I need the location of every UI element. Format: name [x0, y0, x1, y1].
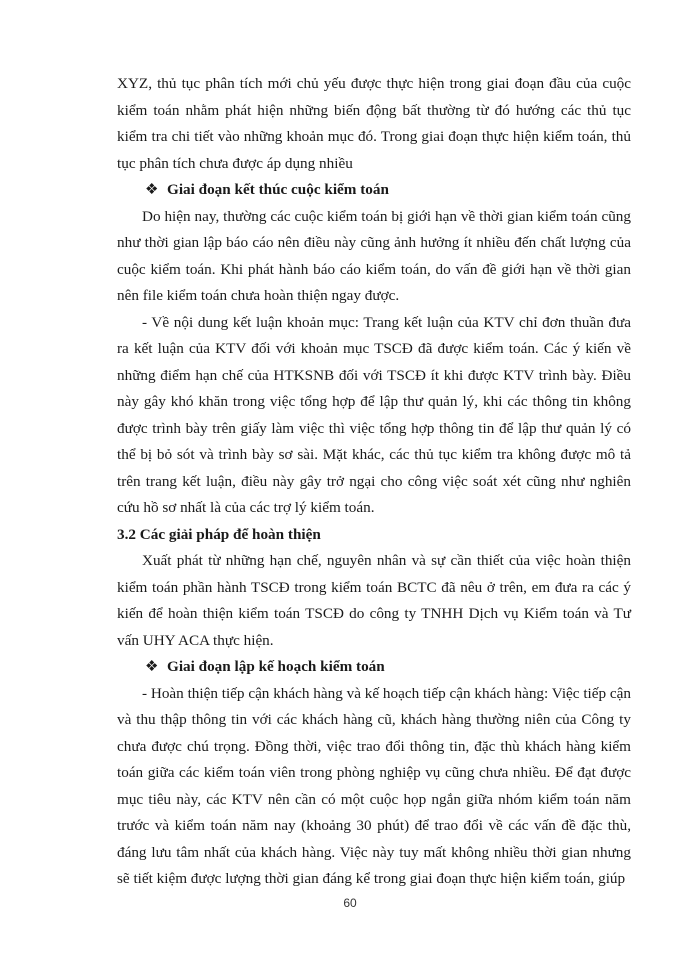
paragraph-solutions-intro: Xuất phát từ những hạn chế, nguyên nhân và sự cần thiết của việc hoàn thiện kiểm toán phần hành TSCĐ trong kiểm toán BCTC đã nêu ở trên, em đưa ra các ý kiến để hoàn thiện kiểm toán TSCĐ do công ty TNHH Dịch vụ Kiểm toán và Tư vấn UHY ACA thực hiện. [117, 552, 631, 649]
heading-text: Giai đoạn lập kế hoạch kiểm toán [167, 658, 385, 675]
section-heading-solutions: 3.2 Các giải pháp để hoàn thiện [117, 525, 321, 543]
page-number: 60 [343, 896, 357, 910]
paragraph-conclusion-content: - Về nội dung kết luận khoản mục: Trang kết luận của KTV chỉ đơn thuần đưa ra kết luận của KTV đối với khoản mục TSCĐ đã được kiểm toán. Các ý kiến về những điểm hạn chế của HTKSNB đối với TSCĐ ít khi được KTV trình bày. Điều này gây khó khăn trong việc tổng hợp để lập thư quản lý, khi các thông tin không được trình bày trên giấy làm việc thì việc tổng hợp thông tin để lập thư quản lý có thể bị bỏ sót và trình bày sơ sài. Mặt khác, các thủ tục kiểm tra không được mô tả trên trang kết luận, điều này gây trở ngại cho công việc soát xét cũng như nghiên cứu hồ sơ nhất là của các trợ lý kiểm toán. [117, 313, 631, 516]
diamond-bullet-icon: ❖ [145, 181, 159, 198]
heading-audit-planning [117, 654, 631, 681]
heading-audit-completion [117, 177, 631, 204]
diamond-bullet-icon: ❖ [145, 658, 159, 675]
paragraph-analytical-procedures: XYZ, thủ tục phân tích mới chủ yếu được thực hiện trong giai đoạn đầu của cuộc kiểm toán nhằm phát hiện những biến động bất thường từ đó hướng các thủ tục kiểm tra chi tiết vào những khoản mục đó. Trong giai đoạn thực hiện kiểm toán, thủ tục phân tích chưa được áp dụng nhiều [117, 75, 631, 172]
page-body [117, 71, 631, 893]
paragraph-time-limits: Do hiện nay, thường các cuộc kiểm toán bị giới hạn về thời gian kiểm toán cũng như thời gian lập báo cáo nên điều này cũng ảnh hưởng ít nhiều đến chất lượng của cuộc kiểm toán. Khi phát hành báo cáo kiểm toán, do vấn đề giới hạn về thời gian nên file kiểm toán chưa hoàn thiện ngay được. [117, 207, 631, 304]
paragraph-client-approach: - Hoàn thiện tiếp cận khách hàng và kế hoạch tiếp cận khách hàng: Việc tiếp cận và thu thập thông tin với các khách hàng cũ, khách hàng thường niên của Công ty chưa được chú trọng. Đồng thời, việc trao đổi thông tin, đặc thù khách hàng kiểm toán giữa các kiểm toán viên trong phòng nghiệp vụ cũng chưa nhiều. Để đạt được mục tiêu này, các KTV nên cần có một cuộc họp ngắn giữa nhóm kiểm toán năm trước và kiểm toán năm nay (khoảng 30 phút) để trao đổi về các vấn đề đặc thù, đáng lưu tâm nhất của khách hàng. Việc này tuy mất không nhiều thời gian nhưng sẽ tiết kiệm được lượng thời gian đáng kể trong giai đoạn thực hiện kiểm toán, giúp [117, 684, 631, 887]
heading-text: Giai đoạn kết thúc cuộc kiểm toán [167, 181, 389, 198]
